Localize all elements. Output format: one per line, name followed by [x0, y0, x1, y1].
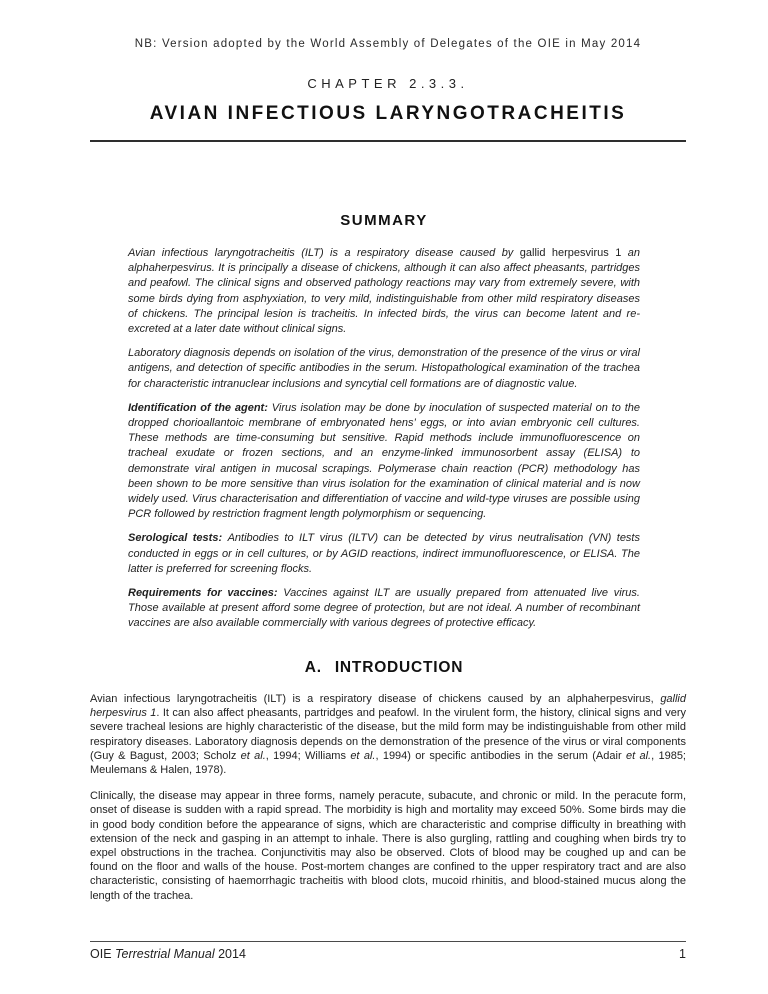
introduction-heading — [0, 659, 768, 677]
chapter-label: CHAPTER 2.3.3. — [307, 76, 469, 91]
summary-paragraph: Laboratory diagnosis depends on isolation of the virus, demonstration of the presence of the virus or viral antigens, and detection of specific antibodies in the serum. Histopathological examination of the trachea for characteristic intranuclear inclusions and syncytial cell formations are of diagnostic value. — [128, 347, 640, 390]
introduction-paragraph: Clinically, the disease may appear in three forms, namely peracute, subacute, and chronic or mild. In the peracute form, onset of disease is sudden with a rapid spread. The morbidity is high and mortality may exceed 50%. Some birds may die in good body condition before the appearance of signs, which are characteristic and comprise difficulty in breathing with extension of the neck and gasping in an attempt to inhale. There is also gurgling, rattling and coughing when birds try to expel obstructions in the trachea. Conjunctivitis may also be observed. Clots of blood may be coughed up and can be found on the floor and walls of the house. Post-mortem changes are confined to the upper respiratory tract and are also characteristic, consisting of haemorrhagic tracheitis with blood clots, mucoid rhinitis, and blood-stained mucus along the length of the trachea. — [90, 790, 686, 902]
summary-heading: SUMMARY — [340, 212, 428, 229]
summary-paragraph: Identification of the agent: Virus isolation may be done by inoculation of suspected material on to the dropped chorioallantoic membrane of embryonated hens’ eggs, or into avian embryonic cell cultures. These methods are time-consuming but sensitive. Rapid methods include immunofluorescence on tracheal exudate or frozen sections, and an enzyme-linked immunosorbent assay (ELISA) to demonstrate viral antigen in mucosal scrapings. Polymerase chain reaction (PCR) methodology has been shown to be more sensitive than virus isolation for the examination of clinical material and is now widely used. Virus characterisation and differentiation of vaccine and wild-type viruses are possible using PCR followed by restriction fragment length polymorphism or sequencing. — [128, 401, 640, 521]
section-label: INTRODUCTION — [334, 659, 464, 676]
introduction-section — [90, 692, 686, 915]
summary-paragraph: Serological tests: Antibodies to ILT virus (ILTV) can be detected by virus neutralisation (VN) tests conducted in eggs or in cell cultures, or by AGID reactions, indirect immunofluorescence, or ELISA. The latter is preferred for screening flocks. — [128, 532, 640, 575]
page-title: AVIAN INFECTIOUS LARYNGOTRACHEITIS — [149, 103, 627, 124]
introduction-paragraph: Avian infectious laryngotracheitis (ILT) is a respiratory disease of chickens caused by an alphaherpesvirus, gallid herpesvirus 1. It can also affect pheasants, partridges and peafowl. In the virulent form, the history, clinical signs and very severe tracheal lesions are highly characteristic of the disease, but the mild form may be indistinguishable from other mild respiratory diseases. Laboratory diagnosis depends on the demonstration of the presence of the virus or viral components (Guy & Bagust, 2003; Scholz et al., 1994; Williams et al., 1994) or specific antibodies in the serum (Adair et al., 1985; Meulemans & Halen, 1978). — [90, 693, 686, 777]
title-rule — [90, 140, 686, 142]
footer-manual-label: OIE Terrestrial Manual 2014 — [90, 947, 246, 961]
summary-paragraph: Avian infectious laryngotracheitis (ILT) is a respiratory disease caused by gallid herpesvirus 1 an alphaherpesvirus. It is principally a disease of chickens, although it can also affect pheasants, partridges and peafowl. The clinical signs and observed pathology reactions may vary from extremely severe, with some birds dying from asphyxiation, to very mild, indistinguishable from other mild respiratory diseases of chickens. The principal lesion is tracheitis. In infected birds, the virus can become latent and re-excreted at a later date without clinical signs. — [128, 247, 641, 336]
page-header — [90, 0, 686, 142]
footer-page-number: 1 — [679, 947, 686, 961]
adoption-note: NB: Version adopted by the World Assembly of Delegates of the OIE in May 2014 — [134, 38, 642, 50]
summary-paragraph: Requirements for vaccines: Vaccines against ILT are usually prepared from attenuated live virus. Those available at present afford some degree of protection, but are not ideal. A number of recombinant vaccines are also available commercially with various degrees of protective efficacy. — [128, 587, 640, 630]
section-letter: A. — [304, 659, 322, 676]
page-footer — [90, 941, 686, 961]
summary-section — [128, 246, 640, 641]
